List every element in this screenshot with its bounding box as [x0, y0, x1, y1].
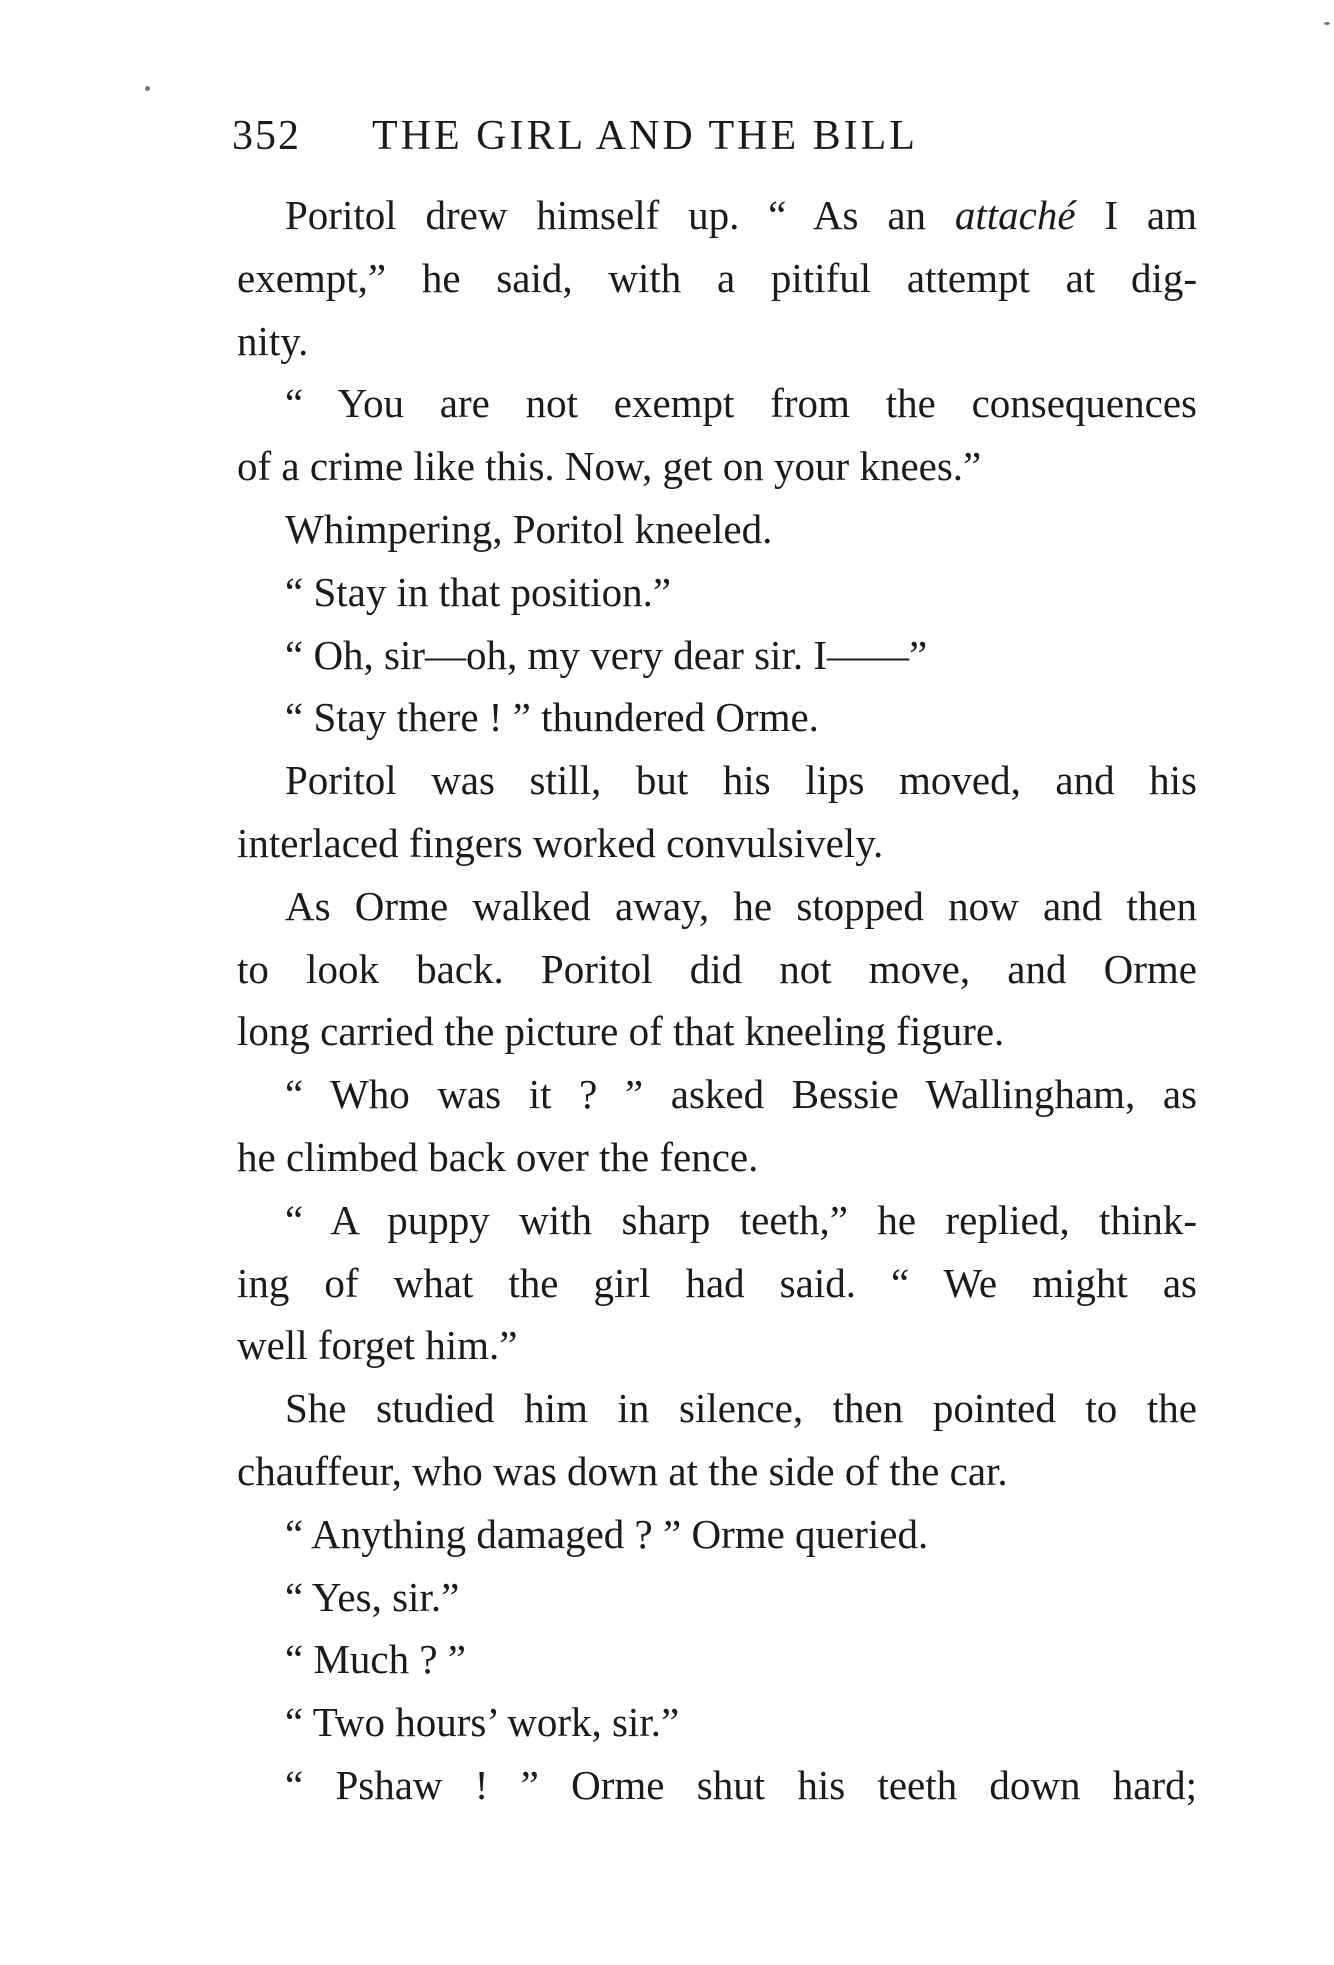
text-line — [237, 372, 1197, 435]
text-line — [237, 247, 1197, 310]
text-run: “ Much ? ” — [285, 1636, 466, 1683]
text-run: Poritol drew himself up. “ As an — [285, 192, 955, 238]
paragraph — [237, 561, 1197, 624]
text-line — [237, 1000, 1197, 1063]
text-run: “ Stay in that position.” — [285, 568, 672, 615]
text-line — [237, 1377, 1197, 1440]
paragraph — [237, 1377, 1197, 1503]
text-line — [237, 812, 1197, 875]
text-run: “ Pshaw ! ” Orme shut his teeth down hard; — [285, 1761, 1197, 1808]
paragraph — [237, 749, 1197, 875]
paragraph — [237, 1063, 1197, 1189]
text-run: “ You are not exempt from the consequences — [285, 380, 1197, 427]
text-line — [237, 1126, 1197, 1189]
text-line — [237, 686, 1197, 749]
text-run: “ Stay there ! ” thundered Orme. — [285, 694, 819, 741]
text-line — [237, 1566, 1197, 1629]
text-line — [237, 1440, 1197, 1503]
text-run: I am — [1075, 192, 1197, 238]
paragraph — [237, 875, 1197, 1063]
italic-word: attaché — [954, 192, 1076, 238]
text-run: to look back. Poritol did not move, and Orme — [237, 945, 1197, 992]
paragraph — [237, 1628, 1197, 1691]
text-line — [237, 1628, 1197, 1691]
text-line — [237, 1503, 1197, 1566]
body-text — [237, 184, 1197, 1817]
text-run: interlaced fingers worked convulsively. — [237, 819, 884, 866]
scan-speck — [145, 86, 150, 91]
text-line — [237, 498, 1197, 561]
text-line — [237, 184, 1197, 247]
text-run: “ Yes, sir.” — [285, 1573, 460, 1620]
text-run: “ Oh, sir—oh, my very dear sir. I——” — [285, 631, 928, 678]
text-line — [237, 1754, 1197, 1817]
text-line — [237, 435, 1197, 498]
text-line — [237, 875, 1197, 938]
text-run: Poritol was still, but his lips moved, and his — [285, 757, 1197, 804]
text-run: of a crime like this. Now, get on your knees.” — [237, 443, 982, 490]
text-line — [237, 938, 1197, 1001]
text-line — [237, 749, 1197, 812]
scan-speck — [1324, 22, 1330, 25]
paragraph — [237, 184, 1197, 372]
running-title: THE GIRL AND THE BILL — [372, 113, 918, 159]
paragraph — [237, 498, 1197, 561]
page-number: 352 — [232, 113, 301, 159]
text-run: exempt,” he said, with a pitiful attempt at dig- — [237, 254, 1197, 301]
paragraph — [237, 1566, 1197, 1629]
text-run: chauffeur, who was down at the side of the car. — [237, 1447, 1008, 1494]
text-run: Whimpering, Poritol kneeled. — [285, 505, 773, 552]
text-run: ing of what the girl had said. “ We might as — [237, 1259, 1197, 1306]
text-run: “ A puppy with sharp teeth,” he replied, think- — [285, 1196, 1197, 1243]
text-line — [237, 1314, 1197, 1377]
paragraph — [237, 1754, 1197, 1817]
text-line — [237, 1063, 1197, 1126]
text-run: As Orme walked away, he stopped now and then — [285, 882, 1197, 929]
text-line — [237, 1252, 1197, 1315]
paragraph — [237, 372, 1197, 498]
text-run: “ Two hours’ work, sir.” — [285, 1699, 680, 1746]
text-run: nity. — [237, 317, 309, 364]
text-run: She studied him in silence, then pointed to the — [285, 1385, 1197, 1432]
text-run: “ Anything damaged ? ” Orme queried. — [285, 1510, 929, 1557]
text-run: he climbed back over the fence. — [237, 1133, 759, 1180]
text-line — [237, 624, 1197, 687]
text-line — [237, 1189, 1197, 1252]
paragraph — [237, 1691, 1197, 1754]
paragraph — [237, 624, 1197, 687]
paragraph — [237, 1189, 1197, 1377]
text-line — [237, 310, 1197, 373]
text-run: long carried the picture of that kneeling figure. — [237, 1008, 1005, 1055]
text-line — [237, 1691, 1197, 1754]
paragraph — [237, 686, 1197, 749]
text-run: well forget him.” — [237, 1322, 518, 1369]
paragraph — [237, 1503, 1197, 1566]
page-header — [232, 112, 1192, 170]
text-run: “ Who was it ? ” asked Bessie Wallingham, as — [285, 1071, 1197, 1118]
text-line — [237, 561, 1197, 624]
